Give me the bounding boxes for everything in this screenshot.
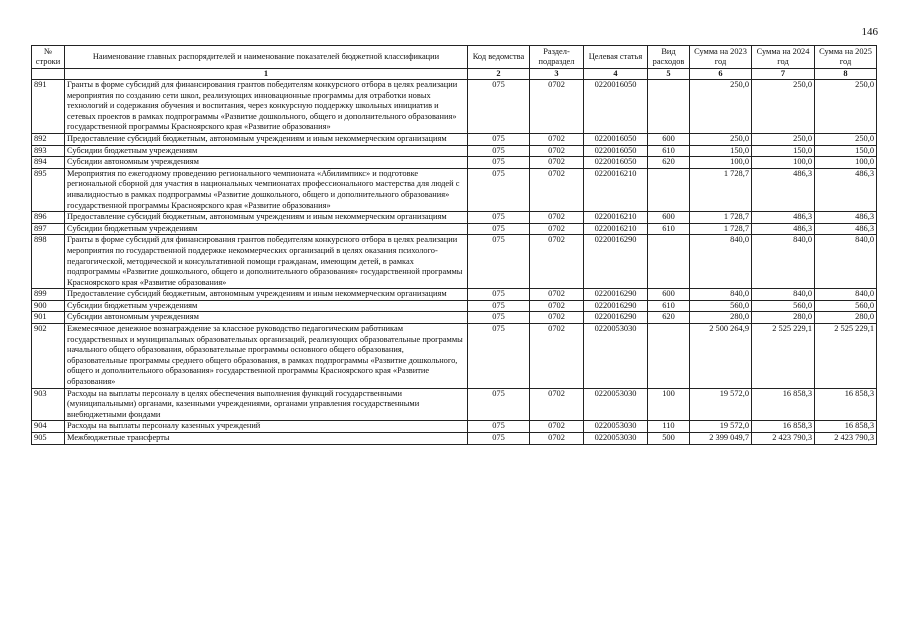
dept-code-cell: 075 xyxy=(468,300,530,312)
expense-type-cell: 620 xyxy=(648,157,690,169)
dept-code-cell: 075 xyxy=(468,80,530,134)
sum-2025-cell: 16 858,3 xyxy=(815,421,877,433)
sum-2025-cell: 2 525 229,1 xyxy=(815,324,877,389)
expense-type-cell: 600 xyxy=(648,212,690,224)
sum-2024-cell: 840,0 xyxy=(752,235,815,289)
row-name-cell: Предоставление субсидий бюджетным, автономным учреждениям и иным некоммерческим организациям xyxy=(65,212,468,224)
row-name-cell: Расходы на выплаты персоналу в целях обеспечения выполнения функций государственными (муниципальными) органами, казенными учреждениями, органами управления государственными внебюджетными фондами xyxy=(65,388,468,421)
dept-code-cell: 075 xyxy=(468,145,530,157)
dept-code-cell: 075 xyxy=(468,433,530,445)
row-name-cell: Межбюджетные трансферты xyxy=(65,433,468,445)
section-cell: 0702 xyxy=(530,235,584,289)
table-row xyxy=(32,212,877,224)
row-number-cell: 893 xyxy=(32,145,65,157)
sum-2024-cell: 560,0 xyxy=(752,300,815,312)
row-number-cell: 900 xyxy=(32,300,65,312)
section-cell: 0702 xyxy=(530,421,584,433)
section-cell: 0702 xyxy=(530,289,584,301)
row-number-cell: 896 xyxy=(32,212,65,224)
row-name-cell: Субсидии бюджетным учреждениям xyxy=(65,145,468,157)
expense-type-cell: 620 xyxy=(648,312,690,324)
dept-code-cell: 075 xyxy=(468,324,530,389)
row-name-cell: Ежемесячное денежное вознаграждение за классное руководство педагогическим работникам государственных и муниципальных образовательных организаций, реализующих образовательные программы начального общего образования, образовательные программы основного общего образования, образовательные программы среднего общего образования, в рамках подпрограммы «Развитие дошкольного, общего и дополнительного образования» государственной программы Красноярского края «Развитие образования» xyxy=(65,324,468,389)
row-number-cell: 891 xyxy=(32,80,65,134)
sum-2023-cell: 19 572,0 xyxy=(690,421,752,433)
sum-2025-cell: 16 858,3 xyxy=(815,388,877,421)
row-name-cell: Предоставление субсидий бюджетным, автономным учреждениям и иным некоммерческим организациям xyxy=(65,133,468,145)
sum-2024-cell: 2 423 790,3 xyxy=(752,433,815,445)
column-number xyxy=(32,69,65,80)
target-article-cell: 0220016290 xyxy=(584,235,648,289)
column-number: 6 xyxy=(690,69,752,80)
expense-type-cell xyxy=(648,235,690,289)
table-row xyxy=(32,324,877,389)
sum-2023-cell: 840,0 xyxy=(690,289,752,301)
header-target: Целевая статья xyxy=(584,46,648,69)
target-article-cell: 0220016290 xyxy=(584,312,648,324)
sum-2024-cell: 486,3 xyxy=(752,223,815,235)
row-name-cell: Предоставление субсидий бюджетным, автономным учреждениям и иным некоммерческим организациям xyxy=(65,289,468,301)
sum-2025-cell: 280,0 xyxy=(815,312,877,324)
header-section: Раздел-подраздел xyxy=(530,46,584,69)
column-number: 8 xyxy=(815,69,877,80)
sum-2025-cell: 486,3 xyxy=(815,223,877,235)
expense-type-cell: 610 xyxy=(648,145,690,157)
row-number-cell: 902 xyxy=(32,324,65,389)
sum-2025-cell: 560,0 xyxy=(815,300,877,312)
expense-type-cell: 100 xyxy=(648,388,690,421)
sum-2025-cell: 2 423 790,3 xyxy=(815,433,877,445)
section-cell: 0702 xyxy=(530,223,584,235)
table-row xyxy=(32,223,877,235)
sum-2023-cell: 250,0 xyxy=(690,80,752,134)
section-cell: 0702 xyxy=(530,312,584,324)
header-row-no: № строки xyxy=(32,46,65,69)
table-row xyxy=(32,312,877,324)
row-number-cell: 894 xyxy=(32,157,65,169)
target-article-cell: 0220016050 xyxy=(584,133,648,145)
section-cell: 0702 xyxy=(530,168,584,211)
sum-2025-cell: 150,0 xyxy=(815,145,877,157)
row-name-cell: Субсидии автономным учреждениям xyxy=(65,157,468,169)
table-row xyxy=(32,421,877,433)
dept-code-cell: 075 xyxy=(468,235,530,289)
target-article-cell: 0220016050 xyxy=(584,80,648,134)
header-name: Наименование главных распорядителей и наименование показателей бюджетной классификации xyxy=(65,46,468,69)
budget-table xyxy=(31,45,877,445)
table-row xyxy=(32,300,877,312)
expense-type-cell: 500 xyxy=(648,433,690,445)
expense-type-cell xyxy=(648,80,690,134)
target-article-cell: 0220016210 xyxy=(584,223,648,235)
expense-type-cell: 610 xyxy=(648,300,690,312)
row-name-cell: Субсидии автономным учреждениям xyxy=(65,312,468,324)
dept-code-cell: 075 xyxy=(468,421,530,433)
table-row xyxy=(32,388,877,421)
sum-2024-cell: 840,0 xyxy=(752,289,815,301)
sum-2025-cell: 840,0 xyxy=(815,235,877,289)
row-number-cell: 903 xyxy=(32,388,65,421)
header-sum-2023: Сумма на 2023 год xyxy=(690,46,752,69)
sum-2024-cell: 280,0 xyxy=(752,312,815,324)
sum-2023-cell: 100,0 xyxy=(690,157,752,169)
dept-code-cell: 075 xyxy=(468,312,530,324)
target-article-cell: 0220016210 xyxy=(584,168,648,211)
dept-code-cell: 075 xyxy=(468,133,530,145)
sum-2023-cell: 280,0 xyxy=(690,312,752,324)
target-article-cell: 0220016050 xyxy=(584,157,648,169)
sum-2024-cell: 16 858,3 xyxy=(752,388,815,421)
sum-2024-cell: 100,0 xyxy=(752,157,815,169)
sum-2025-cell: 250,0 xyxy=(815,133,877,145)
header-sum-2024: Сумма на 2024 год xyxy=(752,46,815,69)
target-article-cell: 0220053030 xyxy=(584,324,648,389)
table-header-row xyxy=(32,46,877,69)
sum-2023-cell: 1 728,7 xyxy=(690,223,752,235)
row-number-cell: 904 xyxy=(32,421,65,433)
column-number: 4 xyxy=(584,69,648,80)
target-article-cell: 0220016210 xyxy=(584,212,648,224)
table-row xyxy=(32,168,877,211)
table-body xyxy=(32,80,877,445)
sum-2024-cell: 150,0 xyxy=(752,145,815,157)
row-name-cell: Гранты в форме субсидий для финансирования грантов победителям конкурсного отбора в целях реализации мероприятия по государственной поддержке некоммерческих организаций в целях оказания психолого-педагогической, методической и консультативной помощи гражданам, имеющим детей, в рамках подпрограммы «Развитие дошкольного, общего и дополнительного образования» государственной программы Красноярского края «Развитие образования» xyxy=(65,235,468,289)
sum-2024-cell: 2 525 229,1 xyxy=(752,324,815,389)
sum-2023-cell: 250,0 xyxy=(690,133,752,145)
column-number-row xyxy=(32,69,877,80)
column-number: 7 xyxy=(752,69,815,80)
sum-2023-cell: 19 572,0 xyxy=(690,388,752,421)
page-number: 146 xyxy=(861,26,878,38)
header-dept-code: Код ведомства xyxy=(468,46,530,69)
row-number-cell: 905 xyxy=(32,433,65,445)
sum-2025-cell: 486,3 xyxy=(815,212,877,224)
sum-2024-cell: 486,3 xyxy=(752,212,815,224)
sum-2023-cell: 840,0 xyxy=(690,235,752,289)
sum-2024-cell: 16 858,3 xyxy=(752,421,815,433)
expense-type-cell xyxy=(648,324,690,389)
dept-code-cell: 075 xyxy=(468,212,530,224)
sum-2023-cell: 560,0 xyxy=(690,300,752,312)
section-cell: 0702 xyxy=(530,133,584,145)
dept-code-cell: 075 xyxy=(468,289,530,301)
sum-2025-cell: 486,3 xyxy=(815,168,877,211)
column-number: 3 xyxy=(530,69,584,80)
target-article-cell: 0220016290 xyxy=(584,289,648,301)
dept-code-cell: 075 xyxy=(468,388,530,421)
row-number-cell: 901 xyxy=(32,312,65,324)
sum-2023-cell: 1 728,7 xyxy=(690,212,752,224)
table-row xyxy=(32,80,877,134)
sum-2025-cell: 840,0 xyxy=(815,289,877,301)
table-row xyxy=(32,433,877,445)
row-name-cell: Гранты в форме субсидий для финансирования грантов победителям конкурсного отбора в целях реализации мероприятия по созданию сети школ, реализующих инновационные программы для отработки новых технологий и содержания обучения и воспитания, через конкурсную поддержку школьных инициатив и сетевых проектов в рамках подпрограммы «Развитие дошкольного, общего и дополнительного образования» государственной программы Красноярского края «Развитие образования» xyxy=(65,80,468,134)
table-row xyxy=(32,235,877,289)
target-article-cell: 0220016290 xyxy=(584,300,648,312)
table-row xyxy=(32,133,877,145)
section-cell: 0702 xyxy=(530,388,584,421)
row-number-cell: 899 xyxy=(32,289,65,301)
sum-2023-cell: 1 728,7 xyxy=(690,168,752,211)
sum-2024-cell: 486,3 xyxy=(752,168,815,211)
row-name-cell: Субсидии бюджетным учреждениям xyxy=(65,223,468,235)
dept-code-cell: 075 xyxy=(468,223,530,235)
target-article-cell: 0220053030 xyxy=(584,421,648,433)
section-cell: 0702 xyxy=(530,300,584,312)
section-cell: 0702 xyxy=(530,212,584,224)
expense-type-cell: 110 xyxy=(648,421,690,433)
header-expense-type: Вид расходов xyxy=(648,46,690,69)
table-row xyxy=(32,145,877,157)
table-row xyxy=(32,289,877,301)
sum-2024-cell: 250,0 xyxy=(752,133,815,145)
row-name-cell: Субсидии бюджетным учреждениям xyxy=(65,300,468,312)
row-number-cell: 898 xyxy=(32,235,65,289)
row-name-cell: Мероприятия по ежегодному проведению регионального чемпионата «Абилимпикс» и подготовке региональной сборной для участия в национальных чемпионатах профессионального мастерства для людей с инвалидностью в рамках подпрограммы «Развитие дошкольного, общего и дополнительного образования» государственной программы Красноярского края «Развитие образования» xyxy=(65,168,468,211)
row-number-cell: 895 xyxy=(32,168,65,211)
expense-type-cell: 610 xyxy=(648,223,690,235)
section-cell: 0702 xyxy=(530,145,584,157)
row-number-cell: 892 xyxy=(32,133,65,145)
sum-2024-cell: 250,0 xyxy=(752,80,815,134)
dept-code-cell: 075 xyxy=(468,157,530,169)
dept-code-cell: 075 xyxy=(468,168,530,211)
row-number-cell: 897 xyxy=(32,223,65,235)
target-article-cell: 0220053030 xyxy=(584,388,648,421)
target-article-cell: 0220016050 xyxy=(584,145,648,157)
section-cell: 0702 xyxy=(530,80,584,134)
column-number: 5 xyxy=(648,69,690,80)
sum-2023-cell: 2 399 049,7 xyxy=(690,433,752,445)
column-number: 2 xyxy=(468,69,530,80)
header-sum-2025: Сумма на 2025 год xyxy=(815,46,877,69)
column-number: 1 xyxy=(65,69,468,80)
sum-2023-cell: 150,0 xyxy=(690,145,752,157)
expense-type-cell: 600 xyxy=(648,289,690,301)
row-name-cell: Расходы на выплаты персоналу казенных учреждений xyxy=(65,421,468,433)
sum-2023-cell: 2 500 264,9 xyxy=(690,324,752,389)
section-cell: 0702 xyxy=(530,433,584,445)
section-cell: 0702 xyxy=(530,324,584,389)
expense-type-cell xyxy=(648,168,690,211)
sum-2025-cell: 100,0 xyxy=(815,157,877,169)
sum-2025-cell: 250,0 xyxy=(815,80,877,134)
section-cell: 0702 xyxy=(530,157,584,169)
table-row xyxy=(32,157,877,169)
expense-type-cell: 600 xyxy=(648,133,690,145)
target-article-cell: 0220053030 xyxy=(584,433,648,445)
